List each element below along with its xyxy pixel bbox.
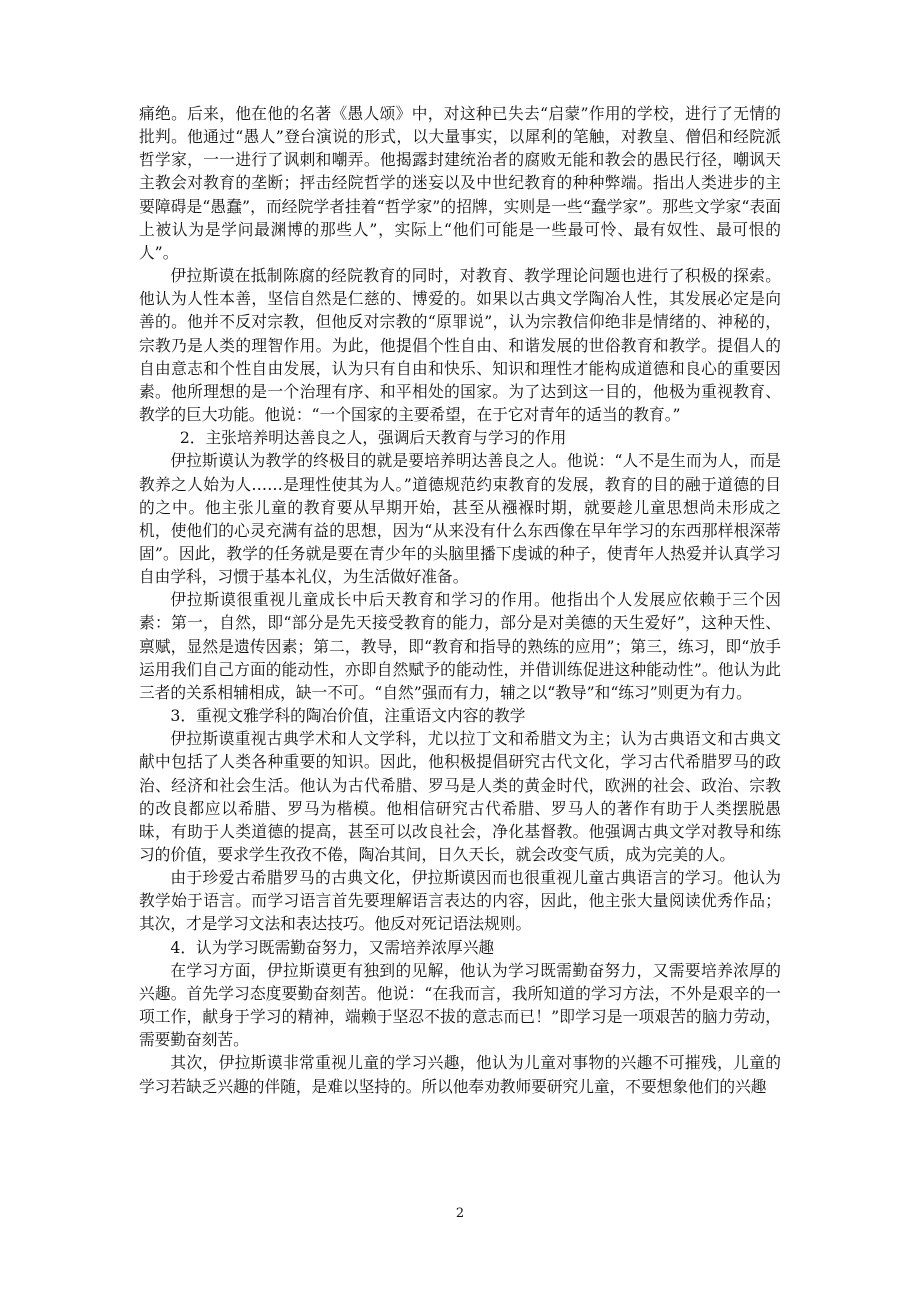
page-number: 2 [455, 1206, 465, 1221]
document-body [139, 102, 781, 1098]
section-heading: 3．重视文雅学科的陶冶价值，注重语文内容的教学 [170, 706, 526, 726]
paragraph: 由于珍爱古希腊罗马的古典文化，伊拉斯谟因而也很重视儿童古典语言的学习。他认为教学始于语言。而学习语言首先要理解语言表达的内容，因此，他主张大量阅读优秀作品；其次，才是学习文法和表达技巧。他反对死记语法规则。 [139, 868, 781, 934]
paragraph: 伊拉斯谟很重视儿童成长中后天教育和学习的作用。他指出个人发展应依赖于三个因素：第一，自然，即“部分是先天接受教育的能力，部分是对美德的天生爱好”，这种天性、禀赋，显然是遗传因素；第二，教导，即“教育和指导的熟练的应用”；第三，练习，即“放手运用我们自己方面的能动性，亦即自然赋予的能动性，并借训练促进这种能动性”。他认为此三者的关系相辅相成，缺一不可。“自然”强而有力，辅之以“教导”和“练习”则更为有力。 [139, 590, 781, 702]
section-heading: 2．主张培养明达善良之人，强调后天教育与学习的作用 [179, 428, 567, 448]
paragraph-continuation: 痛绝。后来，他在他的名著《愚人颂》中，对这种已失去“启蒙”作用的学校，进行了无情的批判。他通过“愚人”登台演说的形式，以大量事实，以犀利的笔触，对教皇、僧侣和经院派哲学家，一一进行了讽刺和嘲弄。他揭露封建统治者的腐败无能和教会的愚民行径，嘲讽天主教会对教育的垄断；抨击经院哲学的迷妄以及中世纪教育的种种弊端。指出人类进步的主要障碍是“愚蠢”，而经院学者挂着“哲学家”的招牌，实则是一些“蠢学家”。那些文学家“表面上被认为是学问最渊博的那些人”，实际上“他们可能是一些最可怜、最有奴性、最可恨的人”。 [139, 104, 781, 262]
section-heading: 4．认为学习既需勤奋努力，又需培养浓厚兴趣 [170, 937, 495, 957]
paragraph: 其次，伊拉斯谟非常重视儿童的学习兴趣，他认为儿童对事物的兴趣不可摧残，儿童的学习若缺乏兴趣的伴随，是难以坚持的。所以他奉劝教师要研究儿童，不要想象他们的兴趣 [139, 1053, 781, 1096]
paragraph: 在学习方面，伊拉斯谟更有独到的见解，他认为学习既需勤奋努力，又需要培养浓厚的兴趣。首先学习态度要勤奋刻苦。他说：“在我而言，我所知道的学习方法，不外是艰辛的一项工作，献身于学习的精神，端赖于坚忍不拔的意志而已！”即学习是一项艰苦的脑力劳动，需要勤奋刻苦。 [139, 960, 781, 1050]
paragraph: 伊拉斯谟认为教学的终极目的就是要培养明达善良之人。他说：“人不是生而为人，而是教养之人始为人……是理性使其为人。”道德规范约束教育的发展，教育的目的融于道德的目的之中。他主张儿童的教育要从早期开始，甚至从襁褓时期，就要趁儿童思想尚未形成之机，使他们的心灵充满有益的思想，因为“从来没有什么东西像在早年学习的东西那样根深蒂固”。因此，教学的任务就是要在青少年的头脑里播下虔诚的种子，使青年人热爱并认真学习自由学科，习惯于基本礼仪，为生活做好准备。 [139, 451, 781, 587]
paragraph: 伊拉斯谟重视古典学术和人文学科，尤以拉丁文和希腊文为主；认为古典语文和古典文献中包括了人类各种重要的知识。因此，他积极提倡研究古代文化，学习古代希腊罗马的政治、经济和社会生活。他认为古代希腊、罗马是人类的黄金时代，欧洲的社会、政治、宗教的改良都应以希腊、罗马为楷模。他相信研究古代希腊、罗马人的著作有助于人类摆脱愚昧，有助于人类道德的提高，甚至可以改良社会，净化基督教。他强调古典文学对教导和练习的价值，要求学生孜孜不倦，陶冶其间，日久天长，就会改变气质，成为完美的人。 [139, 729, 781, 864]
paragraph: 伊拉斯谟在抵制陈腐的经院教育的同时，对教育、教学理论问题也进行了积极的探索。他认为人性本善，坚信自然是仁慈的、博爱的。如果以古典文学陶冶人性，其发展必定是向善的。他并不反对宗教，但他反对宗教的“原罪说”，认为宗教信仰绝非是情绪的、神秘的，宗教乃是人类的理智作用。为此，他提倡个性自由、和谐发展的世俗教育和教学。提倡人的自由意志和个性自由发展，认为只有自由和快乐、知识和理性才能构成道德和良心的重要因素。他所理想的是一个治理有序、和平相处的国家。为了达到这一目的，他极为重视教育、教学的巨大功能。他说：“一个国家的主要希望，在于它对青年的适当的教育。” [139, 266, 781, 425]
